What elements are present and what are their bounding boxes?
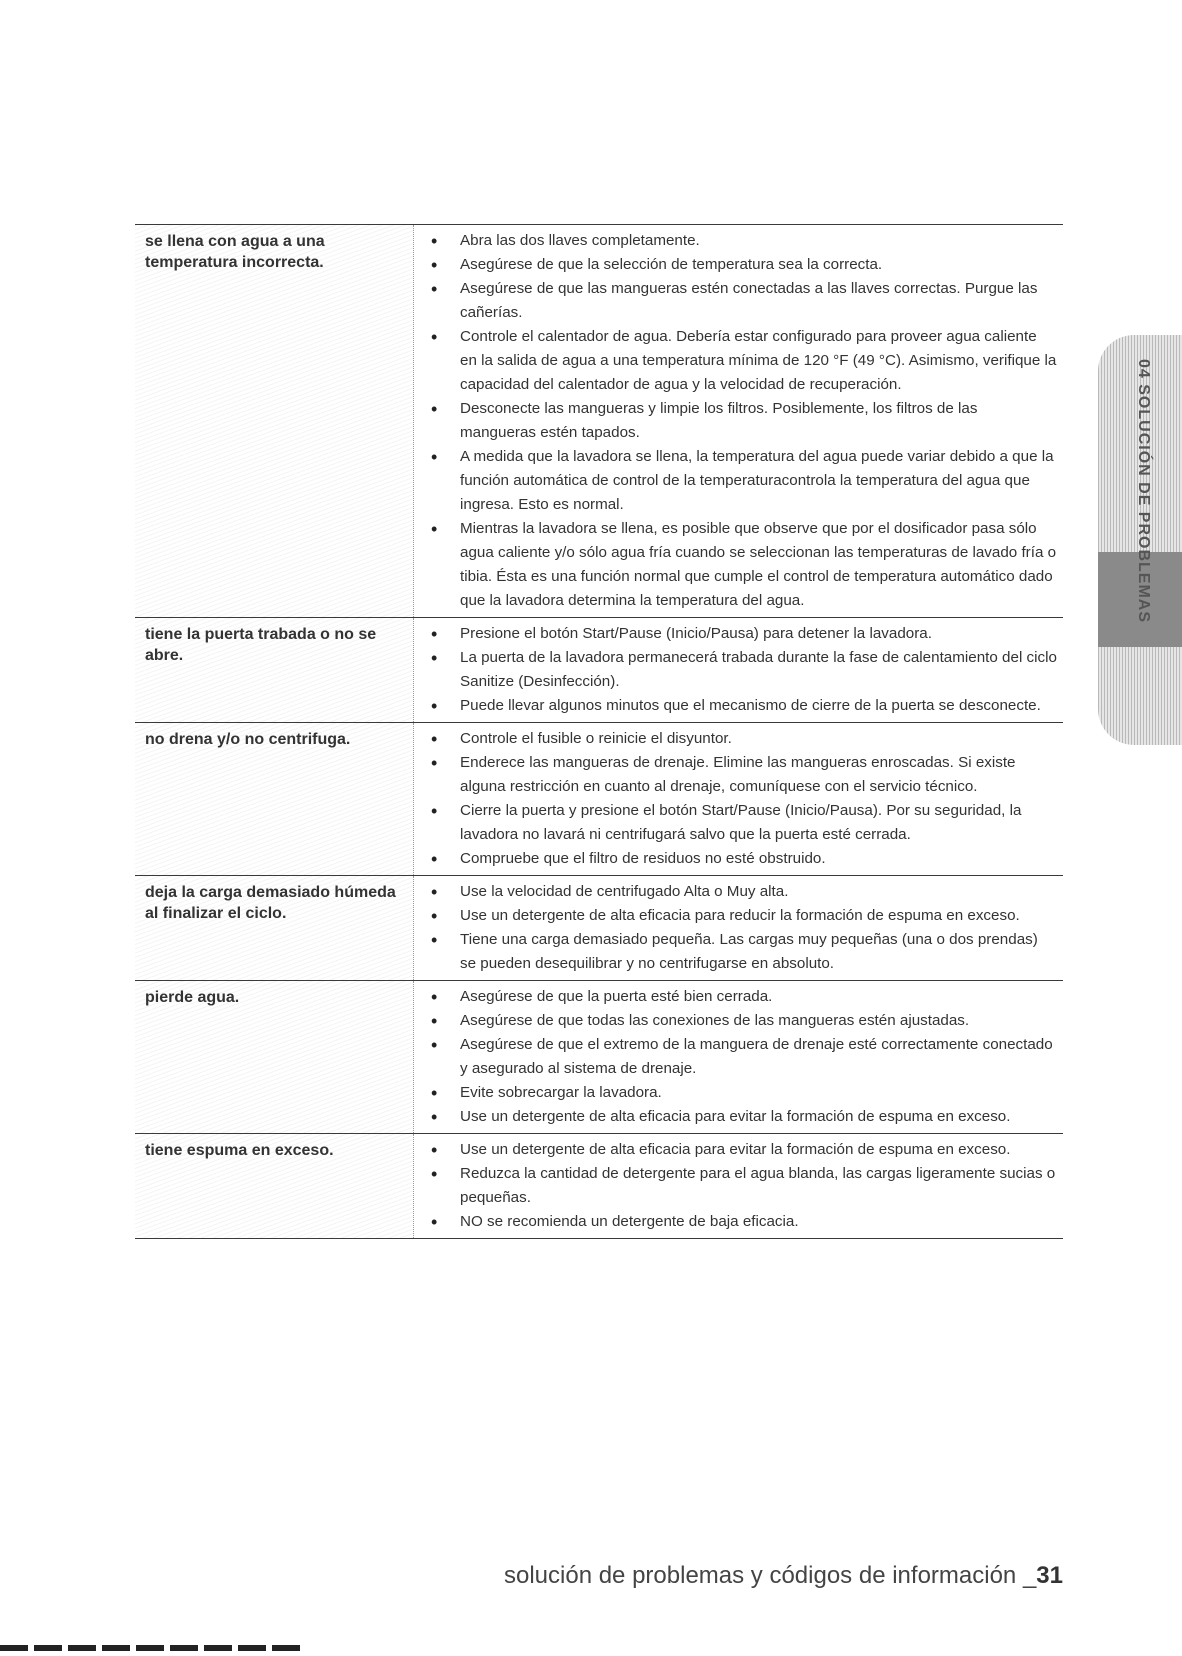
problem-cell: se llena con agua a una temperatura incorrecta.	[135, 225, 414, 617]
solutions-list	[414, 225, 1063, 617]
solution-item: • Asegúrese de que el extremo de la manguera de drenaje esté correctamente conectado y asegurado al sistema de drenaje.	[426, 1033, 1057, 1081]
chapter-side-tab	[1098, 335, 1182, 745]
problem-cell: tiene la puerta trabada o no se abre.	[135, 618, 414, 722]
solution-item: • Presione el botón Start/Pause (Inicio/Pausa) para detener la lavadora.	[426, 622, 1057, 646]
solution-item: • Use un detergente de alta eficacia para evitar la formación de espuma en exceso.	[426, 1105, 1057, 1129]
solution-item: • Use la velocidad de centrifugado Alta o Muy alta.	[426, 880, 1057, 904]
solution-item: • Asegúrese de que la selección de temperatura sea la correcta.	[426, 253, 1057, 277]
table-row	[135, 225, 1063, 618]
page-number: 31	[1036, 1562, 1063, 1589]
solutions-list	[414, 981, 1063, 1133]
page-footer	[504, 1562, 1063, 1590]
solution-item: • Use un detergente de alta eficacia para reducir la formación de espuma en exceso.	[426, 904, 1057, 928]
solution-item: • Tiene una carga demasiado pequeña. Las cargas muy pequeñas (una o dos prendas) se pueden desequilibrar y no centrifugarse en absoluto.	[426, 928, 1057, 976]
chapter-tab-label: 04 SOLUCIÓN DE PROBLEMAS	[1135, 359, 1152, 624]
table-row	[135, 618, 1063, 723]
problem-cell: deja la carga demasiado húmeda al finalizar el ciclo.	[135, 876, 414, 980]
problem-cell: tiene espuma en exceso.	[135, 1134, 414, 1238]
table-row	[135, 723, 1063, 876]
solution-item: • Desconecte las mangueras y limpie los filtros. Posiblemente, los filtros de las mangueras estén tapados.	[426, 397, 1057, 445]
solution-item: • Asegúrese de que las mangueras estén conectadas a las llaves correctas. Purgue las cañerías.	[426, 277, 1057, 325]
table-row	[135, 876, 1063, 981]
solution-item: • Asegúrese de que todas las conexiones de las mangueras estén ajustadas.	[426, 1009, 1057, 1033]
solutions-list	[414, 876, 1063, 980]
problem-cell: pierde agua.	[135, 981, 414, 1133]
solution-item: • Asegúrese de que la puerta esté bien cerrada.	[426, 985, 1057, 1009]
solution-item: • Cierre la puerta y presione el botón Start/Pause (Inicio/Pausa). Por su seguridad, la lavadora no lavará ni centrifugará salvo que la puerta esté cerrada.	[426, 799, 1057, 847]
solution-item: • Controle el calentador de agua. Debería estar configurado para proveer agua caliente en la salida de agua a una temperatura mínima de 120 °F (49 °C). Asimismo, verifique la capacidad del calentador de agua y la velocidad de recuperación.	[426, 325, 1057, 397]
solution-item: • La puerta de la lavadora permanecerá trabada durante la fase de calentamiento del ciclo Sanitize (Desinfección).	[426, 646, 1057, 694]
solution-item: • Reduzca la cantidad de detergente para el agua blanda, las cargas ligeramente sucias o pequeñas.	[426, 1162, 1057, 1210]
solution-item: • Use un detergente de alta eficacia para evitar la formación de espuma en exceso.	[426, 1138, 1057, 1162]
scan-edge-marks	[0, 1645, 300, 1651]
solution-item: • NO se recomienda un detergente de baja eficacia.	[426, 1210, 1057, 1234]
table-row	[135, 1134, 1063, 1239]
table-row	[135, 981, 1063, 1134]
solution-item: • Compruebe que el filtro de residuos no esté obstruido.	[426, 847, 1057, 871]
solutions-list	[414, 618, 1063, 722]
solution-item: • Controle el fusible o reinicie el disyuntor.	[426, 727, 1057, 751]
solution-item: • Enderece las mangueras de drenaje. Elimine las mangueras enroscadas. Si existe alguna restricción en cuanto al drenaje, comuníquese con el servicio técnico.	[426, 751, 1057, 799]
solution-item: • A medida que la lavadora se llena, la temperatura del agua puede variar debido a que la función automática de control de la temperaturacontrola la temperatura del agua que ingresa. Esto es normal.	[426, 445, 1057, 517]
solution-item: • Abra las dos llaves completamente.	[426, 229, 1057, 253]
troubleshooting-table	[135, 224, 1063, 1239]
problem-cell: no drena y/o no centrifuga.	[135, 723, 414, 875]
solution-item: • Mientras la lavadora se llena, es posible que observe que por el dosificador pasa sólo agua caliente y/o sólo agua fría cuando se seleccionan las temperaturas de lavado fría o tibia. Ésta es una función normal que cumple el control de temperatura automático dado que la lavadora determina la temperatura del agua.	[426, 517, 1057, 613]
footer-text: solución de problemas y códigos de información _	[503, 1562, 1037, 1589]
solution-item: • Evite sobrecargar la lavadora.	[426, 1081, 1057, 1105]
solutions-list	[414, 723, 1063, 875]
solutions-list	[414, 1134, 1063, 1238]
solution-item: • Puede llevar algunos minutos que el mecanismo de cierre de la puerta se desconecte.	[426, 694, 1057, 718]
